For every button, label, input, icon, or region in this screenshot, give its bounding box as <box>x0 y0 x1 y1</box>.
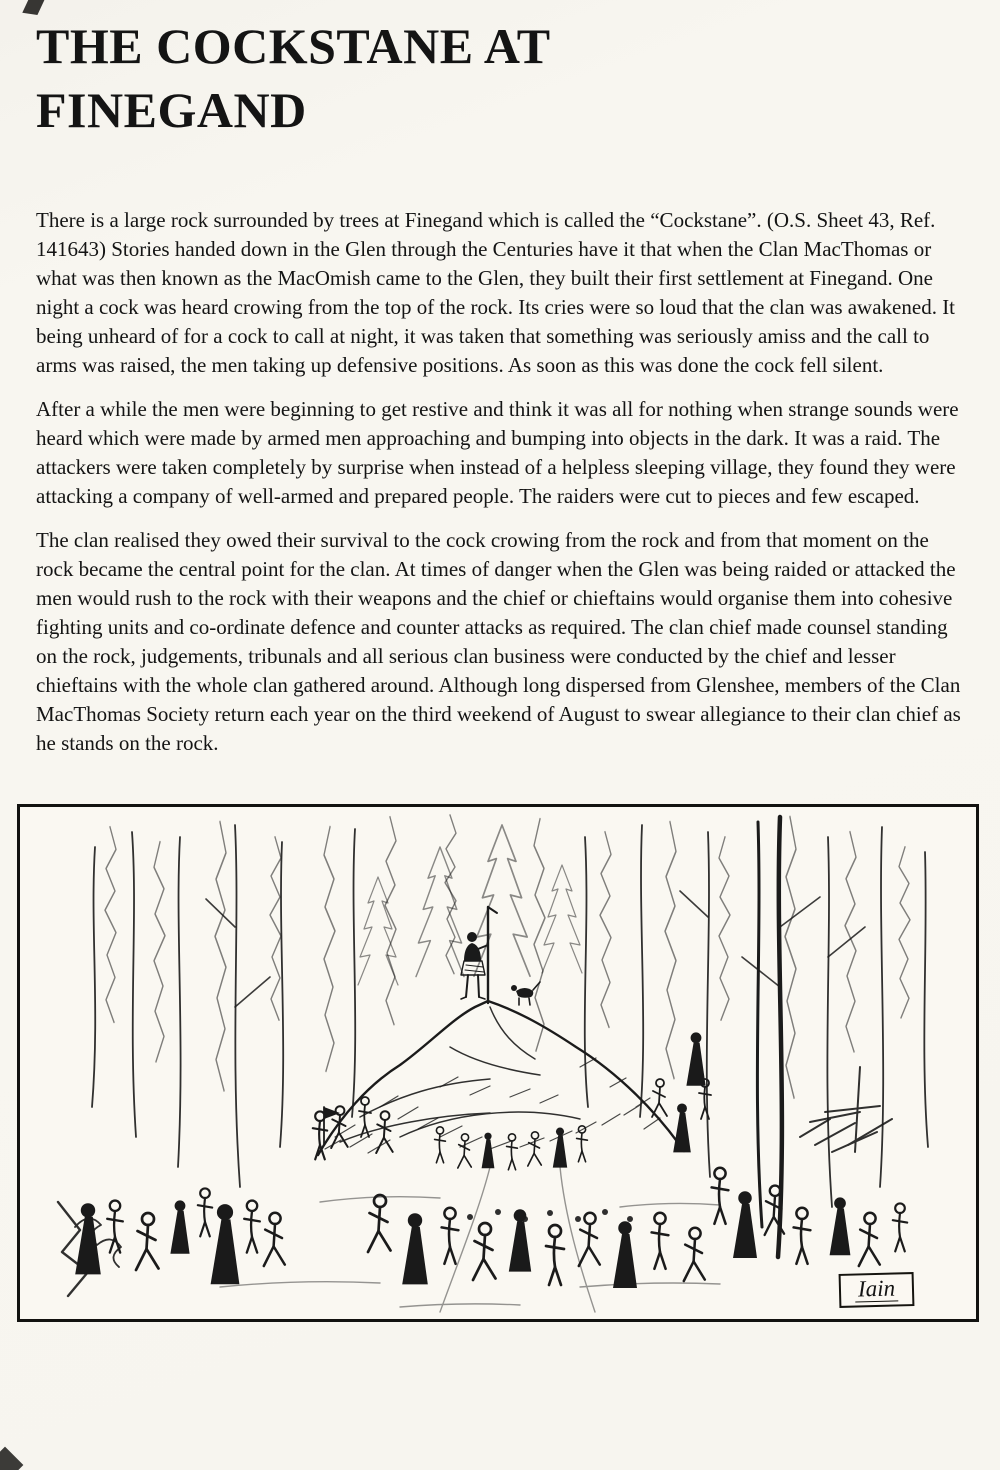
chief-figure <box>461 907 497 1003</box>
scan-artifact <box>22 0 45 15</box>
body-paragraph: There is a large rock surrounded by trees at Finegand which is called the “Cockstane”. (O.S. Sheet 43, Ref. 141643) Stories handed down in the Glen through the Centuries have it that when the Clan MacThomas or what was then known as the MacOmish came to the Glen, they built their first settlement at Finegand. One night a cock was heard crowing from the top of the rock. Its cries were so loud that the clan was awakened. It being unheard of for a cock to call at night, it was taken that something was seriously amiss and the call to arms was raised, the men taking up defensive positions. As soon as this was done the cock fell silent. <box>36 208 956 377</box>
scan-artifact <box>0 1447 23 1470</box>
page-title <box>36 14 964 142</box>
artist-signature <box>839 1272 915 1308</box>
page-title-line1: THE COCKSTANE AT <box>36 18 551 74</box>
body-paragraph: The clan realised they owed their survival to the cock crowing from the rock and from that moment on the rock became the central point for the clan. At times of danger when the Glen was being raided or attacked the men would rush to the rock with their weapons and the chief or chieftains would organise them into cohesive fighting units and co-ordinate defence and counter attacks as required. The clan chief made counsel standing on the rock, judgements, tribunals and all serious clan business were conducted by the chief and lesser chieftains with the whole clan gathered around. Although long dispersed from Glenshee, members of the Clan MacThomas Society return each year on the third weekend of August to swear allegiance to their clan chief as he stands on the rock. <box>36 528 961 755</box>
body-paragraph: After a while the men were beginning to get restive and think it was all for nothing when strange sounds were heard which were made by armed men approaching and bumping into objects in the dark. It was a raid. The attackers were taken completely by surprise when instead of a helpless sleeping village, they found they were attacking a company of well-armed and prepared people. The raiders were cut to pieces and few escaped. <box>36 397 959 508</box>
artist-signature-text: Iain <box>855 1275 899 1302</box>
clan-gathering-sketch <box>20 807 976 1319</box>
page-title-line2: FINEGAND <box>36 82 307 138</box>
illustration-frame <box>17 804 979 1322</box>
document-body <box>36 206 964 758</box>
